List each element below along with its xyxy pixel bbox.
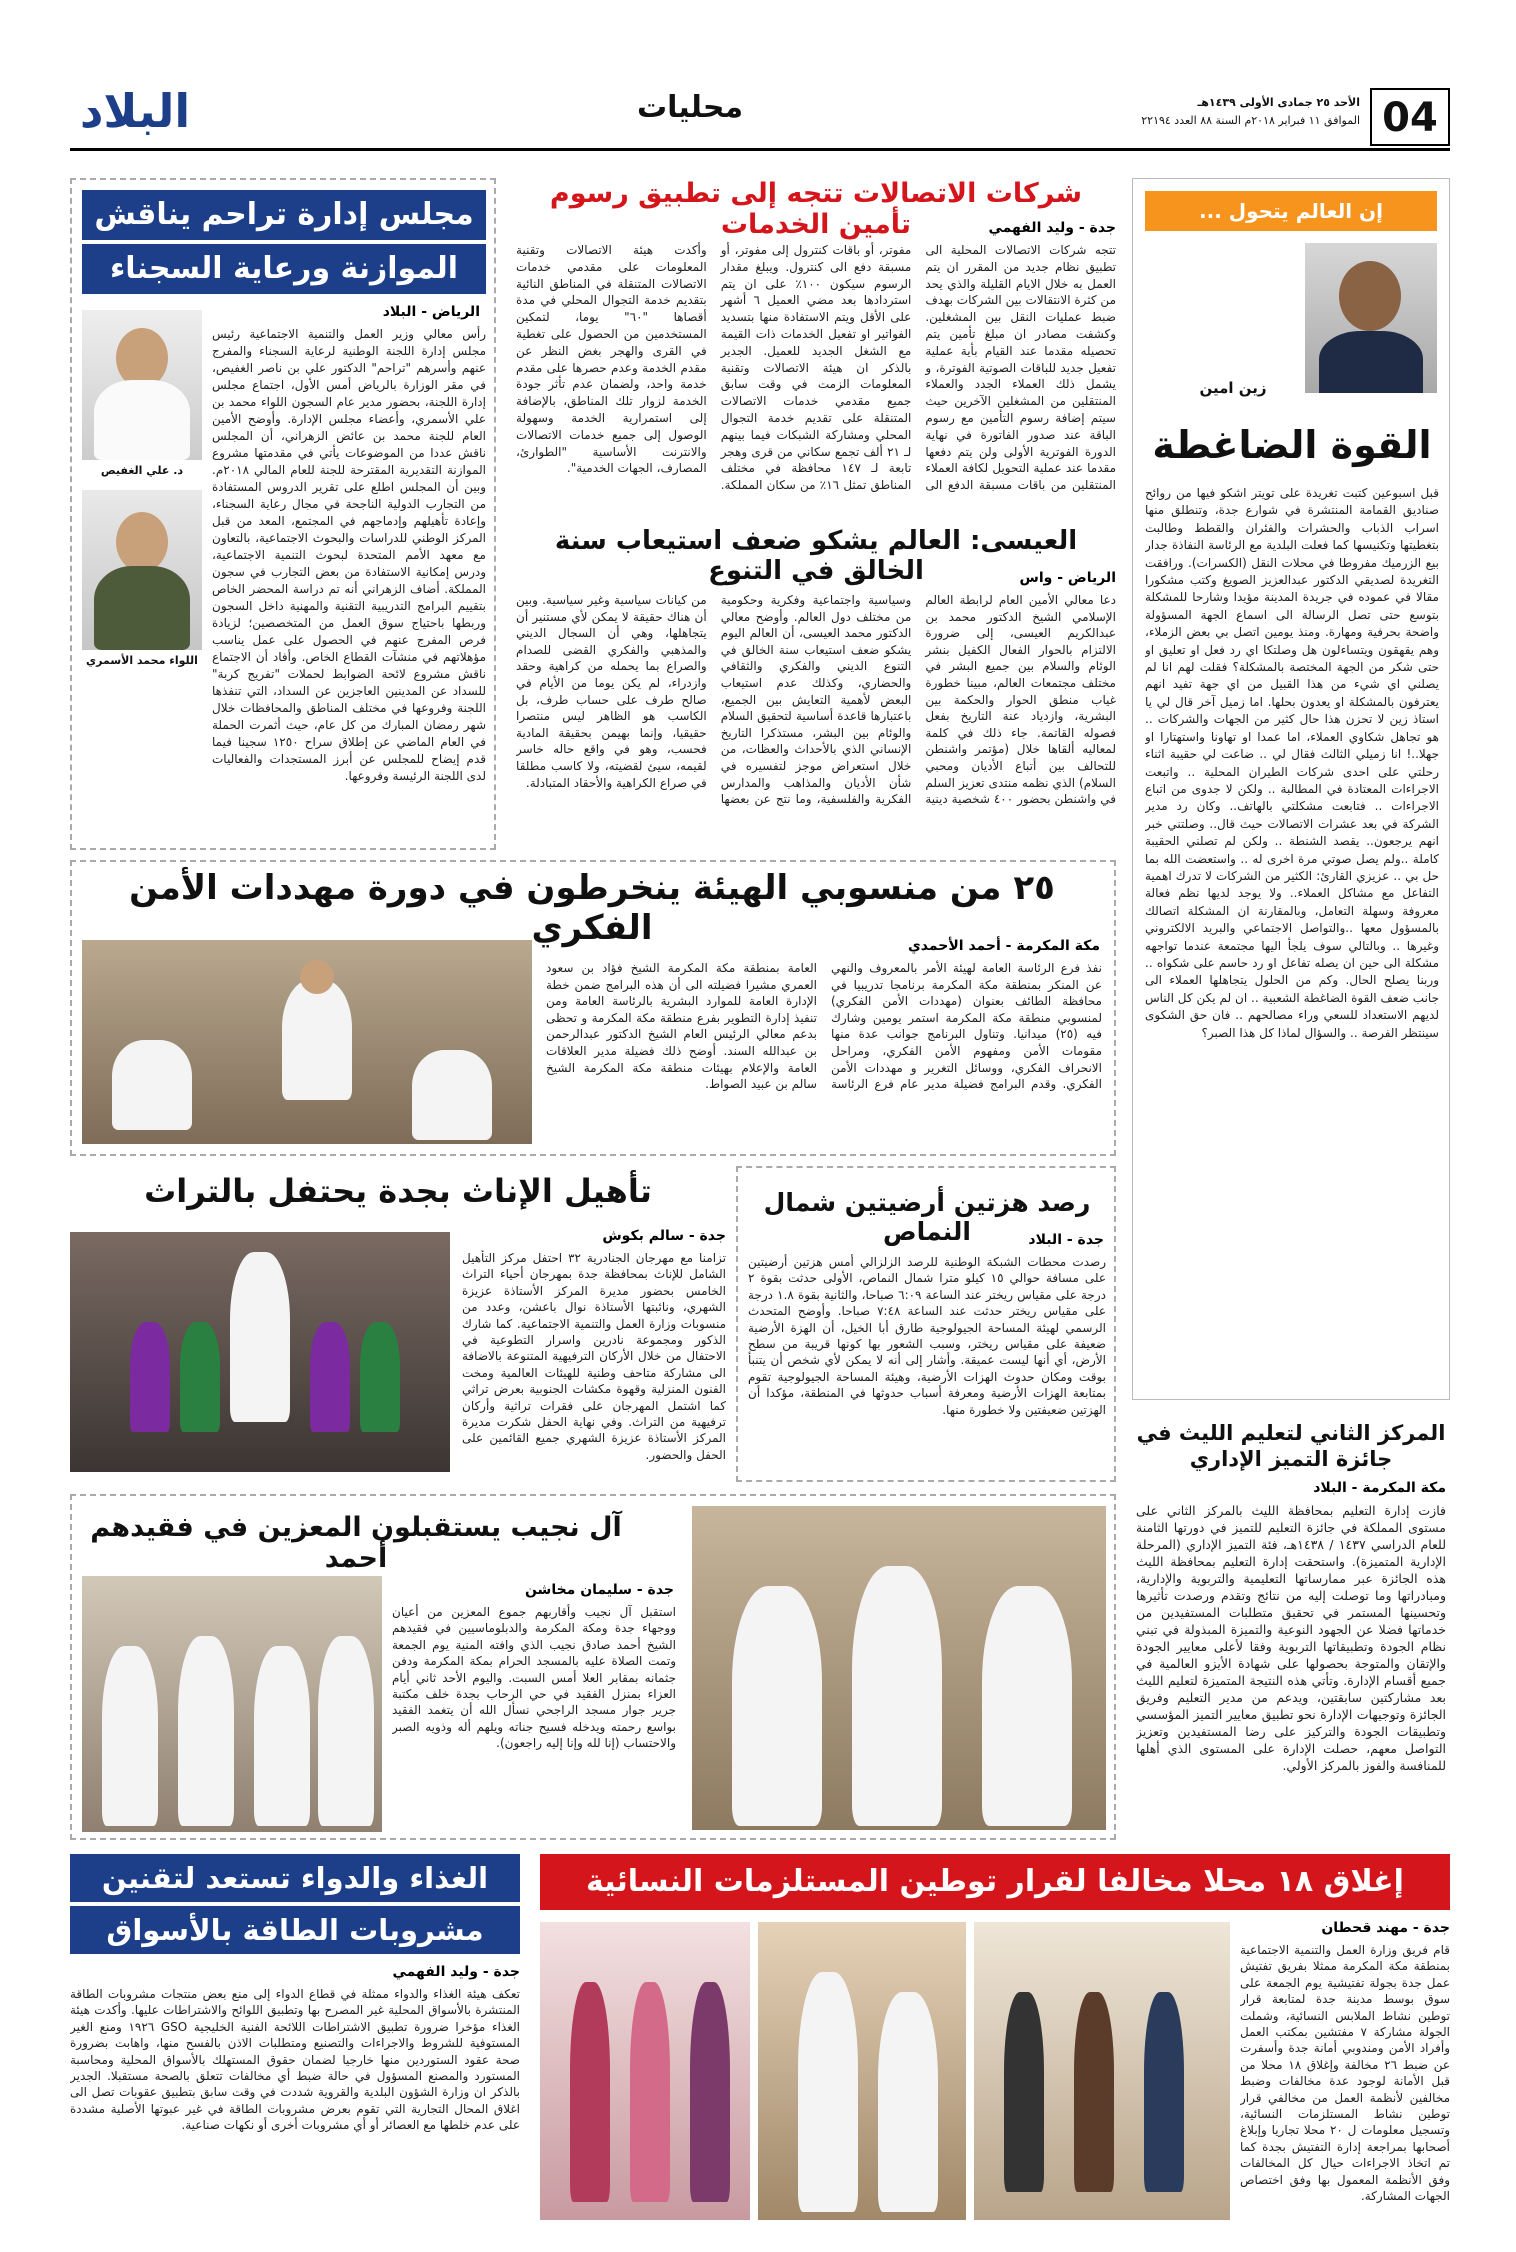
quake-body: رصدت محطات الشبكة الوطنية للرصد الزلزالي أمس هزتين أرضيتين على مسافة حوالي ١٥ كيلو مترا شمال النماص، الأولى حدثت بقوة ٢ درجة على مقياس ريختر عند الساعة ٦:٠٩ صباحا، والثانية بقوة ١.٨ درجة على مقياس ريختر حدثت عند الساعة ٧:٤٨ صباحا. وأوضح المتحدث الرسمي لهيئة المساحة الجيولوجية طارق أبا الخيل، أن الهزة الأرضية ضعيفة على مقياس ريختر، وسبب الشعور بها كونها قريبة من سطح الأرض، أي أنها ليست عميقة. وأشار إلى أنه لا يمكن لأي شخص أن يتنبأ بوقت ومكان حدوث الهزات الأرضية، وهيئة المساحة الجيولوجية تقوم بمتابعة الهزات الأرضية ومعرفة أسباب حدوثها في المنطقة، مؤكدا أن الهزتين ضعيفتين ولا خطورة منها.	[748, 1255, 1106, 1417]
issa-byline: الرياض - واس	[1019, 570, 1116, 586]
closure-photo-1	[540, 1922, 750, 2220]
column-title: القوة الضاغطة	[1152, 423, 1432, 467]
newspaper-logo: البلاد	[79, 84, 191, 138]
date-hijri: الأحد ٢٥ جمادى الأولى ١٤٣٩هـ	[1197, 96, 1360, 109]
najeeb-photo-2	[82, 1576, 382, 1832]
majlis-caption-2: اللواء محمد الأسمري	[86, 654, 198, 667]
heritage-byline: جدة - سالم بكوش	[602, 1228, 726, 1244]
heritage-body: تزامنا مع مهرجان الجنادرية ٣٢ احتفل مركز التأهيل الشامل للإناث بمحافظة جدة بمهرجان أحياء التراث الخامس بحضور مديرة المركز الأستاذة عزيزة الشهري، ونائبتها الأستاذة نوال باعشن، وعدد من منسوبات وزارة العمل والتنمية الاجتماعية. كما شارك الذكور ومجموعة نادرين واسرار التطوعية في الاحتفال من خلال الأركان الترفيهية المتنوعة بالاضافة الى مشاركة متاحف وطنية للهيئات العالمية ومخت الفنون المنزلية وقهوة مكشات الجنوبية بعرض تراثي كما اشتمل المهرجان على فقرات تراثية وأركان ترفيهية من التراث. وفي نهاية الحفل شكرت مديرة المركز الأستاذة عزيزة الشهري جميع القائمين على الحفل والحضور.	[462, 1251, 726, 1462]
article-heritage	[70, 1166, 726, 1482]
opinion-column	[1132, 178, 1450, 1400]
najeeb-photo-1	[692, 1506, 1106, 1830]
heritage-photo	[70, 1232, 450, 1472]
telecom-body: تتجه شركات الاتصالات المحلية الى تطبيق نظام جديد من المقرر ان يتم العمل به خلال الايام القليلة والذي يحد من كثرة الانتقالات بين الشركات بهدف ضبط عمليات النقل بين المشغلين. وكشفت مصادر ان مبلغ تأمين يتم تحصيله مقدما عند القيام بأية عملية تفعيل جديد للباقات الصوتية الفوترة، و يشمل ذلك العملاء الجدد والعملاء المنتقلين من المشغلين الآخرين حيث سيتم إضافة رسوم التأمين مع رسوم الباقة عند صدور الفاتورة في نهاية الدورة الفوترية الأولى ولن يتم دفعها مقدما عند عملية التحويل لكافة العملاء المنتقلين من باقات مسبقة الدفع الى مفوتر، أو باقات كنترول إلى مفوتر، أو مسبقة دفع الى كنترول. ويبلغ مقدار الرسوم سيكون ١٠٠٪ على ان يتم استردادها بعد مضي العميل ٦ أشهر على الأقل ويتم الاستفادة منها بتسديد الفواتير او تفعيل الخدمات ذات القيمة مع الشغل الجديد للعميل. الجدير بالذكر ان هيئة الاتصالات وتقنية المعلومات الزمت في وقت سابق جميع مقدمي خدمات الاتصالات المتنقلة على تقديم خدمة التجوال المحلي ومشاركة الشبكات فيما بينهم لـ ٢١ ألف تجمع سكاني من قرى وهجر تابعة لـ ١٤٧ محافظة في مختلف المناطق تمثل ١٦٪ من سكان المملكة. وأكدت هيئة الاتصالات وتقنية المعلومات على مقدمي خدمات الاتصالات المتنقلة في المناطق النائية بتقديم خدمة التجوال المحلي في مدة أقصاها "٦٠" يوما، لتمكين المستخدمين من الحصول على تغطية في القرى والهجر بغض النظر عن مقدم الخدمة وعدم حصرها على مقدم خدمة واحد، ولضمان عدم تأثر جودة الخدمة لزوار تلك المناطق، بالإضافة إلى استمرارية الخدمة وسهولة الوصول إلى جميع خدمات الاتصالات والانترنت الأساسية "الطوارئ، المصارف، الجهات الخدمية".	[516, 243, 1116, 493]
majlis-title-2: الموازنة ورعاية السجناء	[82, 244, 486, 294]
najeeb-body: استقبل آل نجيب وأقاربهم جموع المعزين من أعيان ووجهاء جدة ومكة المكرمة والدبلوماسيين في فقيدهم الشيخ أحمد صادق نجيب الذي وافته المنية يوم الجمعة وتمت الصلاة عليه بالمسجد الحرام بمكة المكرمة ودفن جثمانه بمقابر العلا أمس السبت. واليوم الأحد ثاني أيام العزاء بمنزل الفقيد في حي الرحاب بجدة خلف مكتبة جرير جوار مسجد الراجحي نسأل الله أن يتغمد الفقيد بواسع رحمته ويدخله فسيح جناته ويلهم أله وذويه الصبر والاحتساب (إنا لله وإنا إليه راجعون).	[392, 1605, 676, 1751]
majlis-photo-1	[82, 310, 202, 460]
article-security	[70, 860, 1116, 1156]
majlis-caption-1: د. علي الغفيص	[100, 464, 184, 477]
security-body: نفذ فرع الرئاسة العامة لهيئة الأمر بالمعروف والنهي عن المنكر بمنطقة مكة المكرمة برنامجا تدريبيا في محافظة الطائف بعنوان (مهددات الأمن الفكري) لمنسوبي منطقة مكة المكرمة استمر يومين وشارك فيه (٢٥) ميدانيا. وتناول البرنامج جوانب عدة منها مقومات الأمن ومفهوم الأمن الفكري، ومراحل الانحراف الفكري، ووسائل التغرير و مهددات الأمن الفكري. وقدم البرامج فضيلة مدير عام فرع الرئاسة العامة بمنطقة مكة المكرمة الشيخ فؤاد بن سعود العمري مشيرا فضيلته الى أن هذه البرامج ضمن خطة الإدارة العامة للموارد البشرية بالرئاسة العامة ومن تنفيذ إدارة التطوير بفرع منطقة مكة المكرمة و تحظى بدعم معالي الرئيس العام الشيخ الدكتور عبدالرحمن بن عبدالله السند. أوضح ذلك فضيلة مدير العلاقات العامة والإعلام بهيئات منطقة مكة المكرمة الشيخ سالم بن عبيد الصواط.	[546, 961, 1102, 1092]
column-kicker: إن العالم يتحول ...	[1145, 191, 1437, 231]
closure-photo-2	[758, 1922, 966, 2220]
laith-title: المركز الثاني لتعليم الليث في جائزة التميز الإداري	[1136, 1421, 1446, 1471]
laith-body: فازت إدارة التعليم بمحافظة الليث بالمركز الثاني على مستوى المملكة في جائزة التعليم للتميز في دورتها الثامنة للعام الدراسي ١٤٣٧ / ١٤٣٨هـ، فئة التميز الإداري (المرحلة الإدارية المتميزة). واستحقت إدارة التعليم بمحافظة الليث هذه الجائزة عبر ممارساتها التعليمية والتربوية والإدارية، ومبادراتها وما توصلت إليه من نتائج وتقدم ورصدت تأثيرها وتحسينها المستمر في تحقيق متطلبات المستفيدين من خدماتها فضلا عن الجهود النوعية والتميزة المبذولة في تبني نظام الجودة وتطبيقاتها التربوية وفقا لأعلى معايير الجودة والإتقان والمتوجة بحصولها على شهادة الأيزو العالمية في جميع أقسام الإدارة. وتأتي هذه النتيجة المتميزة لتعليم الليث بعد مشاركتين سابقتين، ويدعم من مدير التعليم وفريق الجائزة وتوجيهات الإدارة نحو تطبيق معايير التميز المؤسسي وتطبيقات الجودة والتركيز على رضا المستفيدين وتعزيز التواصل معهم، حصلت الإدارة على المستوى الذي أهلها للمنافسة والفوز بالمركز الأولي.	[1136, 1503, 1446, 1773]
najeeb-title: آل نجيب يستقبلون المعزين في فقيدهم أحمد	[90, 1512, 622, 1574]
date-block	[1100, 94, 1360, 130]
article-majlis	[70, 178, 496, 850]
closure-byline: جدة - مهند قحطان	[1321, 1920, 1450, 1936]
closure-photo-3	[974, 1922, 1230, 2220]
sfda-title-1: الغذاء والدواء تستعد لتقنين	[70, 1854, 520, 1902]
quake-title: رصد هزتين أرضيتين شمال النماص	[763, 1188, 1091, 1246]
article-laith	[1132, 1420, 1450, 1850]
security-byline: مكة المكرمة - أحمد الأحمدي	[907, 938, 1100, 954]
closure-title: إغلاق ١٨ محلا مخالفا لقرار توطين المستلزمات النسائية	[540, 1854, 1450, 1910]
telecom-title: شركات الاتصالات تتجه إلى تطبيق رسوم تأمين الخدمات	[549, 178, 1083, 240]
issa-body: دعا معالي الأمين العام لرابطة العالم الإسلامي الشيخ الدكتور محمد بن عبدالكريم العيسى، إلى ضرورة الالتزام بالحوار الفعال الكفيل بنشر الوئام والسلام بين جميع البشر في مختلف مجتمعات العالم، مبينا خطورة غياب منطق الحوار والحكمة بين البشرية، وازدياد عنة التاريخ بفعل فصوله القاتمة. جاء ذلك في كلمة لمعاليه ألقاها خلال (مؤتمر واشنطن للتحالف بين أتباع الأديان ومحبي السلام) الذي نظمه منتدى تعزيز السلم في واشنطن بحضور ٤٠٠ شخصية دينية وسياسية واجتماعية وفكرية وحكومية من مختلف دول العالم. وأوضح معالي الدكتور محمد العيسى، أن العالم اليوم يشكو ضعف استيعاب سنة الخالق في التنوع الديني والفكري والثقافي والحضاري، وكذلك عدم استيعاب البعض لأهمية التعايش بين الجميع، باعتبارها قاعدة أساسية لتحقيق السلام والوئام بين البشر، مستذكرا التاريخ الإنساني الذي بالأحداث والعظات، من خلال استعراض موجز لتفسيره في شأن الأديان والمذاهب والمدارس الفكرية والفلسفية، وما نتج عن بعضها من كيانات سياسية وغير سياسية. وبين أن هناك حقيقة لا يمكن لأي مستنير أن يتجاهلها، وهي أن السجال الديني والمذهبي والفكري القضى للصدام والصراع بما يحمله من كراهية وحقد وازدراء، لم يكن يوما من الأيام في صالح طرف على حساب طرف، بل الكاسب هو الظاهر ليس منتصرا حقيقيا، وإنما بهيمن بحقيقة المادية فحسب، وهو في واقع حاله خاسر لقيمه، سيئ لقضيته، ولا كاسب مطلقا في صراع الكراهية والأحقاد المتبادلة.	[516, 593, 1116, 807]
header-rule	[70, 148, 1450, 151]
date-gregorian: الموافق ١١ فبراير ٢٠١٨م السنة ٨٨ العدد ٢٢١٩٤	[1141, 114, 1360, 127]
author-photo	[1305, 243, 1437, 393]
column-body: قبل اسبوعين كتبت تغريدة على تويتر اشكو فيها من روائح صناديق القمامة المنتشرة في شوارع جدة، وتنطلق منها اسراب الذباب والحشرات والفئران والقطط وطالبت بتغطيتها وتكنيسها كما فعلت البلدية مع الرئاسة النفاذة جدار بيع الزرميك مفروطا في محلات النقل (الكسرات). ورافقت التغريدة لصديقي الدكتور عبدالعزيز الصويغ وكتب مشكورا مقالا في عموده في جريدة المدينة مؤيدا وشارحا للمشكلة بتوسع حتى تصل الرسالة الى اسماع الجهة المسؤولة واضحة بحرفية ومهارة. ومنذ يومين اتصل بي بعض الزملاء، وهم يقهقون ويتساءلون هل وصلتكا اي رد فعل او تعليق او حتى شكر من الجهة المختصة بالمشكلة؟ فقلت لهم انا لم يصلني اي شيء من هذا القبيل من اي جهة تفيد انهم يعترفون بالمشكلة او يعدون بحلها. اما زميل آخر قال لي يا استاذ زين لا تحزن هذا حال كثير من الجهات والشركات .. هو تجاهل شكاوي العملاء، اما عمدا او تهاونا واستهتارا او جهلا..! انا زميلي الثالث فقال لي .. ضاعت لي حقيبة اثناء رحلتي على احدى شركات الطيران المحلية .. واتبعت الاجراءات المعتادة في المطالبة .. ولكن لا جدوى من اتباع الاجراءات .. فتابعت مشكلتي بالهاتف.. وكان رد مدير الشركة في بعد عشرات الاتصالات حيث قال.. وصلتني خبر انهم يرجعون.. يقصد الشنطة .. ولكن لم تصلني الحقيبة كاملة ..ولم يصل صوتي مرة اخرى له .. واستعضت الله بما حل بي .. عزيزي القارئ: الكثير من الشركات لا تدرك اهمية التفاعل مع مشاكل العملاء.. ولا يوجد لديها نظم فعالة معروفة وسهلة التعامل، وبالمقارنة ان المشكلة اتصالك بالمسؤول معها ..والتواصل الاجتماعي والبريد الالكتروني وغيرها .. وبالتالي سوف يلجأ اليها مجتمعة عندما تواجهه مشكلة الى حين ان يصله تفاعل او رد حاسم على شكواه .. وربنا يصلح الحال. وكم من الحلول يتجاهلها العملاء الى جانب ضعف القوة الضاغطة الشعبية .. ان لم يكن كل الناس لديهم الاستعداد للسعي وراء مصالحهم .. فان حق الشكوى سينتظر الفرصة .. والسؤال لماذا كل هذا الصبر؟	[1145, 486, 1439, 1040]
closure-body: قام فريق وزارة العمل والتنمية الاجتماعية بمنطقة مكة المكرمة ممثلا بفريق تفتيش عمل جدة بجولة تفتيشية يوم الجمعة على سوق بوسط مدينة جدة لمتابعة قرار توطين نشاط الملابس النسائية، وشملت الجولة مشاركة ٧ مفتشين بمكتب العمل وأفراد الأمن ومندوبي أمانة جدة وأسفرت عن ضبط ٢٦ مخالفة وإغلاق ١٨ محلا من قبل الأمانة لوجود عدة مخالفات وضبط مخالفين لأنظمة العمل من مخالفي قرار توطين نشاط المستلزمات النسائية، وتسجيل معلومات ل ٢٠ محلا تجاريا وإبلاغ أصحابها بمراجعة إدارة التفتيش بجدة كما تم اتخاذ الاجراءات حيال كل المخالفات وفق الأنظمة المعمول بها وفق اختصاص الجهات المشاركة.	[1240, 1943, 1450, 2204]
laith-byline: مكة المكرمة - البلاد	[1313, 1480, 1446, 1496]
article-closure	[540, 1854, 1450, 2224]
column-author: زين امين	[1199, 379, 1267, 397]
majlis-title-1: مجلس إدارة تراحم يناقش	[82, 190, 486, 240]
article-telecom	[516, 178, 1116, 518]
article-issa	[516, 526, 1116, 856]
quake-byline: جدة - البلاد	[1028, 1232, 1104, 1248]
article-quake	[736, 1166, 1116, 1482]
telecom-byline: جدة - وليد الفهمي	[988, 220, 1116, 236]
page-number: 04	[1370, 88, 1450, 146]
najeeb-byline: جدة - سليمان مخاشن	[524, 1582, 674, 1598]
issa-title: العيسى: العالم يشكو ضعف استيعاب سنة الخالق في التنوع	[554, 526, 1078, 586]
majlis-photo-2	[82, 490, 202, 650]
sfda-byline: جدة - وليد الفهمي	[392, 1964, 520, 1980]
article-najeeb	[70, 1494, 1116, 1840]
security-photo	[82, 940, 532, 1144]
majlis-byline: الرياض - البلاد	[382, 304, 480, 320]
article-sfda	[70, 1854, 520, 2224]
masthead	[70, 84, 1450, 146]
security-title: ٢٥ من منسوبي الهيئة ينخرطون في دورة مهددات الأمن الفكري	[129, 868, 1055, 948]
sfda-title-2: مشروبات الطاقة بالأسواق	[70, 1906, 520, 1954]
section-title: محليات	[636, 90, 744, 125]
sfda-body: تعكف هيئة الغذاء والدواء ممثلة في قطاع الدواء إلى منع بعض منتجات مشروبات الطاقة المنتشرة بالأسواق المحلية غير المصرح بها وتطبيق اللوائح والاشتراطات عليها. وأكدت هيئة الغذاء مؤخرا ضرورة تطبيق الاشتراطات اللائحة الفنية الخليجية GSO ١٩٢٦ ومنع الغير المستوفية للشروط والاجراءات والتصنيع ومتطلبات الاذن بالفسح منها، واهابت بضرورة صحة عقود الستوردين منها خارجيا لضمان حقوق المستهلك بالأسواق المحلية ومحاسبة المستورد والمصنع المسؤول في حالة ضبط أي مخالفات تتعلق بالصحة مستقبلا. الجدير بالذكر ان وزارة الشؤون البلدية والقروية شددت في وقت سابق بتطبيق عقوبات تصل الى اغلاق المحال التجارية التي تقوم بعرض مشروبات الطاقة في غير عبوتها الأصلية مشددة على عدم خلطها مع العصائر أو أي مشروبات أخرى أو نكهات صناعية.	[70, 1987, 520, 2133]
heritage-title: تأهيل الإناث بجدة يحتفل بالتراث	[144, 1172, 652, 1210]
majlis-body: رأس معالي وزير العمل والتنمية الاجتماعية رئيس مجلس إدارة اللجنة الوطنية لرعاية السجناء والمفرج عنهم وأسرهم "تراحم" الدكتور علي بن ناصر الغفيص، في مقر الوزارة بالرياض أمس الأول، اجتماع مجلس إدارة اللجنة، بحضور مدير عام السجون اللواء محمد بن علي الأسمري، وأعضاء مجلس الإدارة. وأوضح الأمين العام للجنة محمد بن عائض الزهراني، أن المجلس ناقش عددا من الموضوعات يأتي في مقدمتها مشروع الموازنة التقديرية المقترحة للجنة للعام المالي ٢٠١٨م. وبين أن المجلس اطلع على تقرير الدروس المستفادة من التجارب الدولية الناجحة في مجال رعاية السجناء، وإعادة تأهيلهم وإدماجهم في المجتمع، المعد من قبل المركز الوطني للدراسات والبحوث الاجتماعية، بالتعاون مع معهد الأمم المتحدة لبحوث التنمية الاجتماعية، ودرس إمكانية الاستفادة من بعض التجارب في سجون المملكة. أضاف الزهراني أنه تم دراسة المحضر الخاص بتقييم البرامج التدريبية التقنية والمهنية داخل السجون وربطها باحتياج سوق العمل من المتخصصين؛ لزيادة فرص المفرج عنهم في الحصول على عمل يناسب مؤهلاتهم في منشآت القطاع الخاص. وأفاد أن الاجتماع ناقش مشروع لائحة الضوابط لحملات "تفريج كربة" للسداد عن المدينين العاجزين عن السداد، التي تنفذها اللجنة وفروعها في مختلف المناطق والمحافظات خلال شهر رمضان المبارك من كل عام، حيث أثمرت الحملة في العام الماضي عن إطلاق سراح ١٢٥٠ سجينا فيما قدم إيضاح للمجلس عن أبرز المستجدات والفعاليات لدى اللجنة الرئيسة وفروعها.	[212, 327, 486, 783]
